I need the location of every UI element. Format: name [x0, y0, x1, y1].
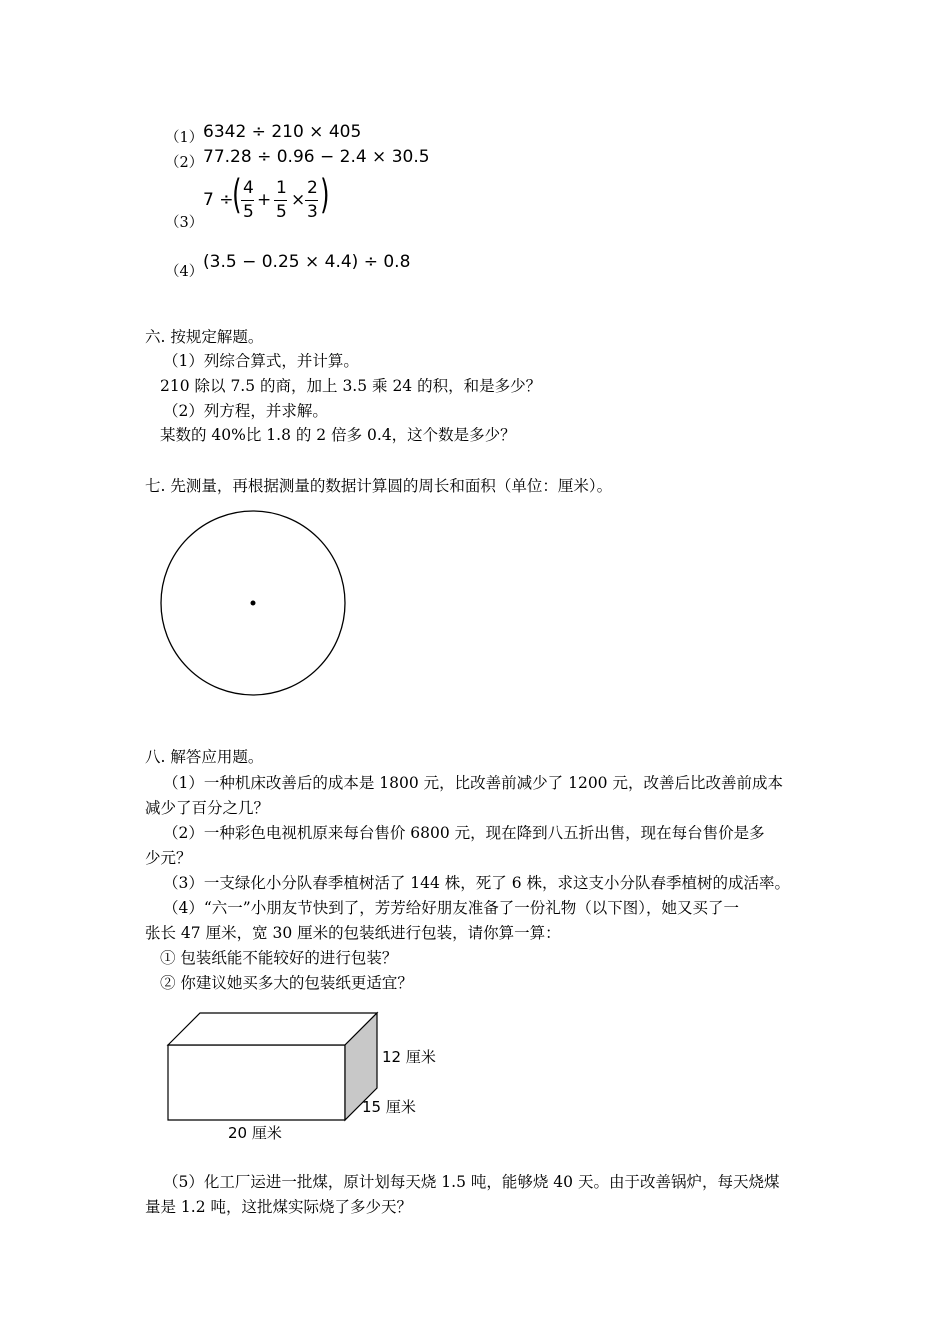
item-3-label: （3）: [165, 215, 204, 231]
circle-center-dot: [251, 601, 256, 606]
section8-q1-line1: （1）一种机床改善后的成本是 1800 元，比改善前减少了 1200 元，改善后比改善前成本: [163, 774, 783, 792]
section6-q1-instruction: （1）列综合算式，并计算。: [163, 352, 359, 370]
frac3-numerator: 2: [307, 178, 318, 198]
item-1-label: （1）: [165, 130, 204, 146]
section6-q2-text: 某数的 40%比 1.8 的 2 倍多 0.4，这个数是多少？: [160, 426, 516, 444]
left-paren: (: [232, 172, 242, 218]
times-sign: ×: [291, 190, 306, 210]
box-width-label: 15 厘米: [362, 1098, 416, 1116]
section6-title: 六. 按规定解题。: [145, 328, 264, 346]
section8-q5-line2: 量是 1.2 吨，这批煤实际烧了多少天？: [145, 1198, 413, 1216]
section8-title: 八. 解答应用题。: [145, 748, 264, 766]
frac1-numerator: 4: [243, 178, 254, 198]
section8-q4-sub1: ① 包装纸能不能较好的进行包装？: [160, 949, 398, 967]
box-front-face: [168, 1045, 345, 1120]
box-figure: [168, 1013, 377, 1120]
expression-2: 77.28 ÷ 0.96 − 2.4 × 30.5: [203, 147, 430, 167]
item-4-label: （4）: [165, 264, 204, 280]
section6-q1-text: 210 除以 7.5 的商，加上 3.5 乘 24 的积，和是多少？: [160, 377, 542, 395]
frac3-denominator: 3: [307, 202, 318, 222]
box-height-label: 12 厘米: [382, 1048, 436, 1066]
frac1-denominator: 5: [243, 202, 254, 222]
expr3-prefix: 7 ÷: [203, 190, 234, 210]
section8-q3-line1: （3）一支绿化小分队春季植树活了 144 株，死了 6 株，求这支小分队春季植树的成活率。: [163, 874, 791, 892]
section8-q2-line2: 少元？: [145, 849, 192, 867]
frac2-numerator: 1: [276, 178, 287, 198]
box-top-face: [168, 1013, 377, 1045]
plus-sign: +: [257, 190, 272, 210]
section8-q4-line2: 张长 47 厘米，宽 30 厘米的包装纸进行包装，请你算一算：: [145, 924, 561, 942]
section8-q4-line1: （4）“六一”小朋友节快到了，芳芳给好朋友准备了一份礼物（以下图），她又买了一: [163, 899, 739, 917]
section8-q5-line1: （5）化工厂运进一批煤，原计划每天烧 1.5 吨，能够烧 40 天。由于改善锅炉，每天烧煤: [163, 1173, 780, 1191]
section7-title: 七. 先测量，再根据测量的数据计算圆的周长和面积（单位：厘米）。: [145, 477, 613, 495]
right-paren: ): [320, 172, 330, 218]
expression-4: (3.5 − 0.25 × 4.4) ÷ 0.8: [203, 252, 411, 272]
frac2-denominator: 5: [276, 202, 287, 222]
section8-q1-line2: 减少了百分之几？: [145, 799, 270, 817]
section6-q2-instruction: （2）列方程，并求解。: [163, 402, 328, 420]
section8-q4-sub2: ② 你建议她买多大的包装纸更适宜？: [160, 974, 413, 992]
box-length-label: 20 厘米: [228, 1124, 282, 1142]
expression-1: 6342 ÷ 210 × 405: [203, 122, 362, 142]
item-2-label: （2）: [165, 155, 204, 171]
section8-q2-line1: （2）一种彩色电视机原来每台售价 6800 元，现在降到八五折出售，现在每台售价是多: [163, 824, 765, 842]
